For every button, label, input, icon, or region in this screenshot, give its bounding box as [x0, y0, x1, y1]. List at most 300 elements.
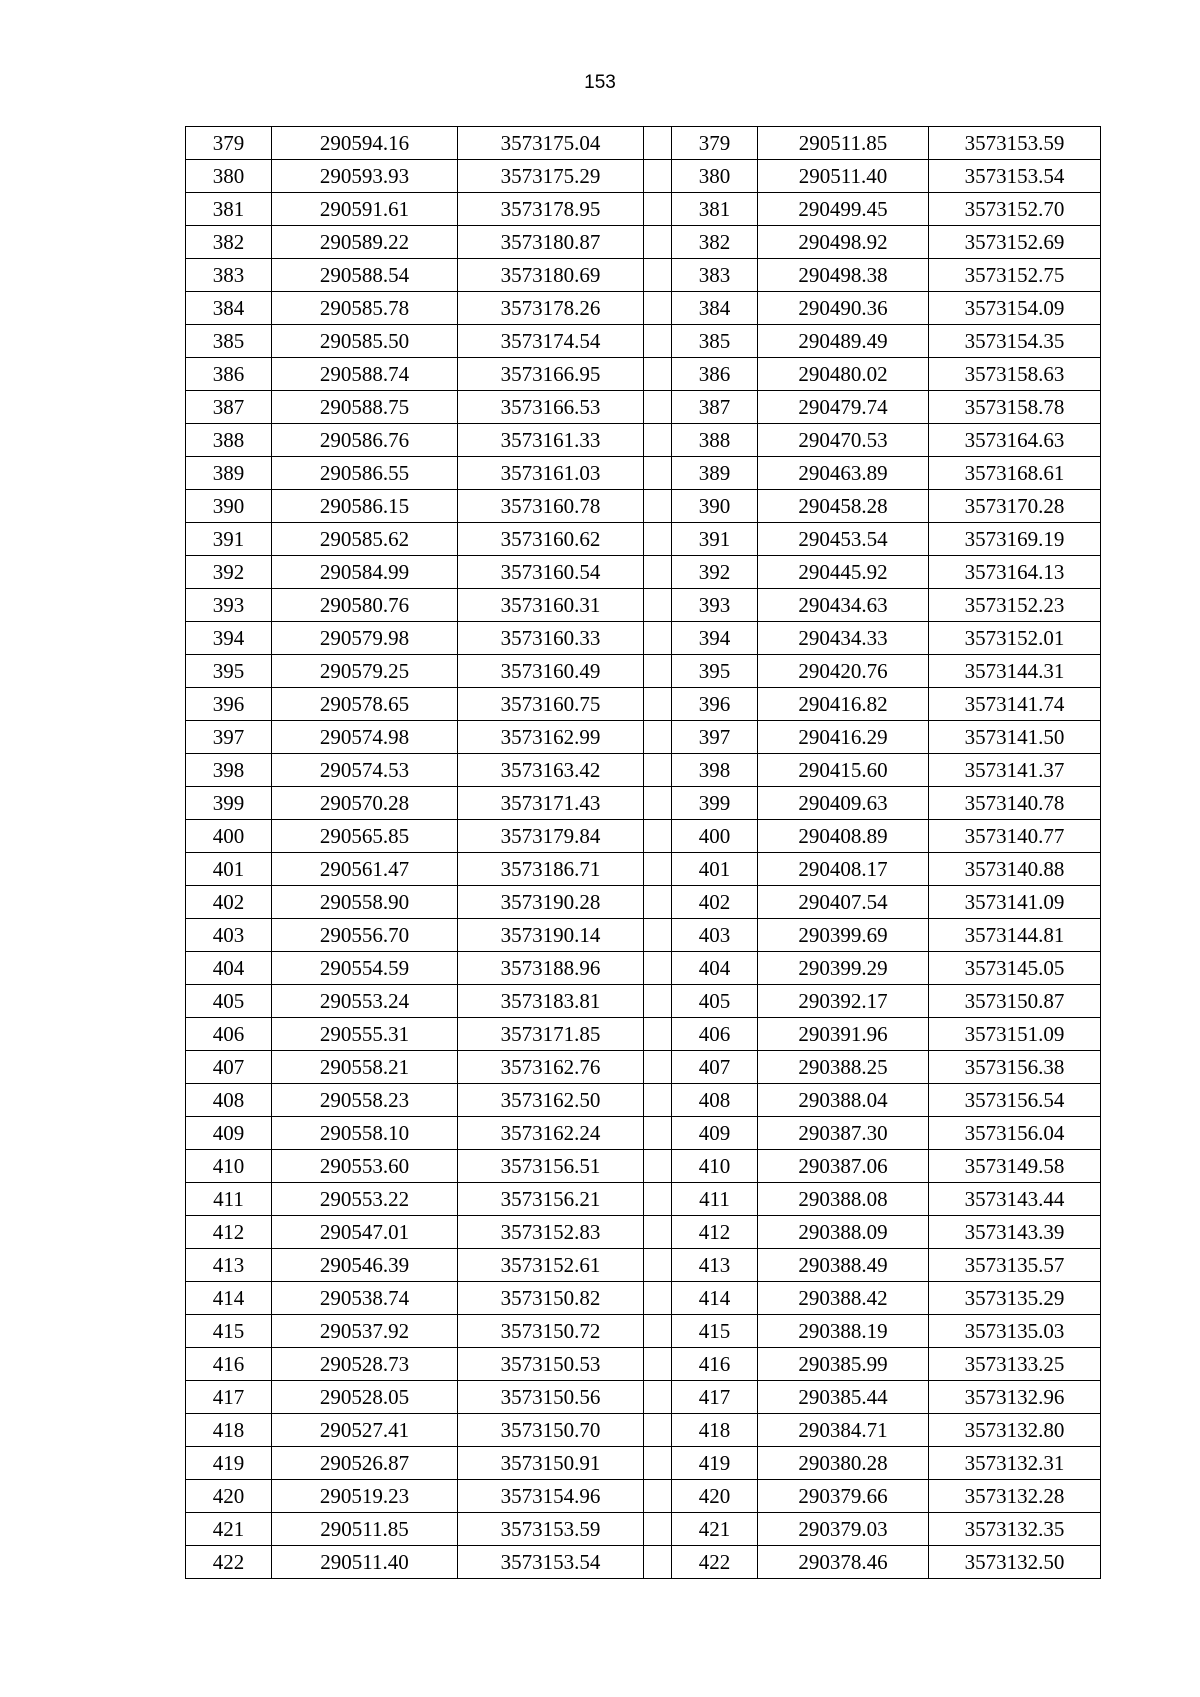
- right-point-number-cell: 392: [672, 556, 758, 589]
- left-x-coordinate-cell: 290586.76: [272, 424, 458, 457]
- table-row: [186, 1381, 1101, 1414]
- left-y-coordinate-cell: 3573160.49: [458, 655, 644, 688]
- left-point-number-cell: 385: [186, 325, 272, 358]
- left-point-number-cell: 386: [186, 358, 272, 391]
- left-y-coordinate-cell: 3573178.95: [458, 193, 644, 226]
- left-x-coordinate-cell: 290556.70: [272, 919, 458, 952]
- separator-cell: [644, 1084, 672, 1117]
- right-y-coordinate-cell: 3573170.28: [929, 490, 1101, 523]
- left-point-number-cell: 387: [186, 391, 272, 424]
- left-x-coordinate-cell: 290558.90: [272, 886, 458, 919]
- right-point-number-cell: 412: [672, 1216, 758, 1249]
- right-y-coordinate-cell: 3573152.70: [929, 193, 1101, 226]
- left-point-number-cell: 384: [186, 292, 272, 325]
- right-point-number-cell: 386: [672, 358, 758, 391]
- left-x-coordinate-cell: 290584.99: [272, 556, 458, 589]
- separator-cell: [644, 1018, 672, 1051]
- left-y-coordinate-cell: 3573161.33: [458, 424, 644, 457]
- right-x-coordinate-cell: 290378.46: [758, 1546, 929, 1579]
- right-x-coordinate-cell: 290408.89: [758, 820, 929, 853]
- separator-cell: [644, 358, 672, 391]
- right-x-coordinate-cell: 290511.40: [758, 160, 929, 193]
- table-row: [186, 1315, 1101, 1348]
- separator-cell: [644, 127, 672, 160]
- right-y-coordinate-cell: 3573151.09: [929, 1018, 1101, 1051]
- table-row: [186, 358, 1101, 391]
- table-row: [186, 1546, 1101, 1579]
- table-row: [186, 1414, 1101, 1447]
- left-point-number-cell: 397: [186, 721, 272, 754]
- separator-cell: [644, 1282, 672, 1315]
- left-point-number-cell: 412: [186, 1216, 272, 1249]
- right-x-coordinate-cell: 290498.38: [758, 259, 929, 292]
- left-x-coordinate-cell: 290558.10: [272, 1117, 458, 1150]
- left-x-coordinate-cell: 290570.28: [272, 787, 458, 820]
- right-y-coordinate-cell: 3573154.09: [929, 292, 1101, 325]
- right-y-coordinate-cell: 3573135.57: [929, 1249, 1101, 1282]
- left-x-coordinate-cell: 290526.87: [272, 1447, 458, 1480]
- separator-cell: [644, 622, 672, 655]
- right-x-coordinate-cell: 290387.06: [758, 1150, 929, 1183]
- table-row: [186, 952, 1101, 985]
- left-y-coordinate-cell: 3573160.54: [458, 556, 644, 589]
- table-row: [186, 1480, 1101, 1513]
- right-y-coordinate-cell: 3573132.28: [929, 1480, 1101, 1513]
- right-x-coordinate-cell: 290388.09: [758, 1216, 929, 1249]
- table-row: [186, 754, 1101, 787]
- separator-cell: [644, 160, 672, 193]
- separator-cell: [644, 919, 672, 952]
- left-y-coordinate-cell: 3573171.85: [458, 1018, 644, 1051]
- left-x-coordinate-cell: 290558.21: [272, 1051, 458, 1084]
- right-point-number-cell: 415: [672, 1315, 758, 1348]
- right-x-coordinate-cell: 290470.53: [758, 424, 929, 457]
- left-y-coordinate-cell: 3573152.83: [458, 1216, 644, 1249]
- right-point-number-cell: 388: [672, 424, 758, 457]
- right-point-number-cell: 396: [672, 688, 758, 721]
- left-point-number-cell: 415: [186, 1315, 272, 1348]
- right-y-coordinate-cell: 3573140.88: [929, 853, 1101, 886]
- right-x-coordinate-cell: 290408.17: [758, 853, 929, 886]
- separator-cell: [644, 589, 672, 622]
- left-point-number-cell: 399: [186, 787, 272, 820]
- right-x-coordinate-cell: 290388.25: [758, 1051, 929, 1084]
- separator-cell: [644, 952, 672, 985]
- left-y-coordinate-cell: 3573150.70: [458, 1414, 644, 1447]
- right-x-coordinate-cell: 290409.63: [758, 787, 929, 820]
- table-row: [186, 1282, 1101, 1315]
- right-x-coordinate-cell: 290416.82: [758, 688, 929, 721]
- separator-cell: [644, 490, 672, 523]
- left-point-number-cell: 382: [186, 226, 272, 259]
- right-point-number-cell: 417: [672, 1381, 758, 1414]
- right-point-number-cell: 410: [672, 1150, 758, 1183]
- table-row: [186, 424, 1101, 457]
- left-point-number-cell: 408: [186, 1084, 272, 1117]
- table-row: [186, 1183, 1101, 1216]
- left-y-coordinate-cell: 3573154.96: [458, 1480, 644, 1513]
- right-y-coordinate-cell: 3573156.54: [929, 1084, 1101, 1117]
- left-point-number-cell: 388: [186, 424, 272, 457]
- right-y-coordinate-cell: 3573152.75: [929, 259, 1101, 292]
- right-y-coordinate-cell: 3573152.69: [929, 226, 1101, 259]
- right-point-number-cell: 399: [672, 787, 758, 820]
- separator-cell: [644, 1546, 672, 1579]
- right-x-coordinate-cell: 290415.60: [758, 754, 929, 787]
- right-point-number-cell: 420: [672, 1480, 758, 1513]
- left-point-number-cell: 409: [186, 1117, 272, 1150]
- right-y-coordinate-cell: 3573132.31: [929, 1447, 1101, 1480]
- separator-cell: [644, 1249, 672, 1282]
- table-row: [186, 292, 1101, 325]
- right-y-coordinate-cell: 3573144.81: [929, 919, 1101, 952]
- left-point-number-cell: 421: [186, 1513, 272, 1546]
- separator-cell: [644, 1117, 672, 1150]
- coordinates-table: [185, 126, 1101, 1579]
- left-point-number-cell: 393: [186, 589, 272, 622]
- right-point-number-cell: 385: [672, 325, 758, 358]
- right-y-coordinate-cell: 3573141.74: [929, 688, 1101, 721]
- left-x-coordinate-cell: 290561.47: [272, 853, 458, 886]
- right-y-coordinate-cell: 3573150.87: [929, 985, 1101, 1018]
- right-point-number-cell: 381: [672, 193, 758, 226]
- right-x-coordinate-cell: 290499.45: [758, 193, 929, 226]
- left-point-number-cell: 391: [186, 523, 272, 556]
- left-y-coordinate-cell: 3573150.82: [458, 1282, 644, 1315]
- separator-cell: [644, 1216, 672, 1249]
- right-y-coordinate-cell: 3573164.63: [929, 424, 1101, 457]
- right-x-coordinate-cell: 290453.54: [758, 523, 929, 556]
- left-x-coordinate-cell: 290591.61: [272, 193, 458, 226]
- separator-cell: [644, 424, 672, 457]
- right-y-coordinate-cell: 3573132.50: [929, 1546, 1101, 1579]
- right-y-coordinate-cell: 3573144.31: [929, 655, 1101, 688]
- separator-cell: [644, 688, 672, 721]
- left-x-coordinate-cell: 290588.74: [272, 358, 458, 391]
- table-row: [186, 1348, 1101, 1381]
- right-y-coordinate-cell: 3573143.39: [929, 1216, 1101, 1249]
- left-x-coordinate-cell: 290586.15: [272, 490, 458, 523]
- left-y-coordinate-cell: 3573190.14: [458, 919, 644, 952]
- left-y-coordinate-cell: 3573156.21: [458, 1183, 644, 1216]
- left-x-coordinate-cell: 290586.55: [272, 457, 458, 490]
- table-row: [186, 1249, 1101, 1282]
- right-y-coordinate-cell: 3573135.03: [929, 1315, 1101, 1348]
- table-row: [186, 259, 1101, 292]
- table-row: [186, 1051, 1101, 1084]
- left-y-coordinate-cell: 3573175.29: [458, 160, 644, 193]
- right-y-coordinate-cell: 3573141.37: [929, 754, 1101, 787]
- right-y-coordinate-cell: 3573141.09: [929, 886, 1101, 919]
- right-y-coordinate-cell: 3573156.38: [929, 1051, 1101, 1084]
- left-point-number-cell: 402: [186, 886, 272, 919]
- right-point-number-cell: 394: [672, 622, 758, 655]
- right-x-coordinate-cell: 290434.63: [758, 589, 929, 622]
- left-point-number-cell: 396: [186, 688, 272, 721]
- right-x-coordinate-cell: 290489.49: [758, 325, 929, 358]
- table-row: [186, 853, 1101, 886]
- right-x-coordinate-cell: 290511.85: [758, 127, 929, 160]
- right-point-number-cell: 414: [672, 1282, 758, 1315]
- left-y-coordinate-cell: 3573150.53: [458, 1348, 644, 1381]
- table-row: [186, 325, 1101, 358]
- right-point-number-cell: 401: [672, 853, 758, 886]
- right-point-number-cell: 397: [672, 721, 758, 754]
- right-x-coordinate-cell: 290391.96: [758, 1018, 929, 1051]
- right-y-coordinate-cell: 3573164.13: [929, 556, 1101, 589]
- separator-cell: [644, 721, 672, 754]
- right-y-coordinate-cell: 3573152.23: [929, 589, 1101, 622]
- left-x-coordinate-cell: 290585.50: [272, 325, 458, 358]
- left-point-number-cell: 395: [186, 655, 272, 688]
- right-point-number-cell: 393: [672, 589, 758, 622]
- left-x-coordinate-cell: 290537.92: [272, 1315, 458, 1348]
- left-y-coordinate-cell: 3573153.54: [458, 1546, 644, 1579]
- left-point-number-cell: 422: [186, 1546, 272, 1579]
- right-point-number-cell: 387: [672, 391, 758, 424]
- right-x-coordinate-cell: 290490.36: [758, 292, 929, 325]
- left-point-number-cell: 400: [186, 820, 272, 853]
- right-point-number-cell: 389: [672, 457, 758, 490]
- right-x-coordinate-cell: 290463.89: [758, 457, 929, 490]
- left-point-number-cell: 379: [186, 127, 272, 160]
- table-row: [186, 391, 1101, 424]
- left-x-coordinate-cell: 290578.65: [272, 688, 458, 721]
- right-x-coordinate-cell: 290399.69: [758, 919, 929, 952]
- left-y-coordinate-cell: 3573156.51: [458, 1150, 644, 1183]
- left-y-coordinate-cell: 3573160.75: [458, 688, 644, 721]
- right-x-coordinate-cell: 290399.29: [758, 952, 929, 985]
- left-y-coordinate-cell: 3573183.81: [458, 985, 644, 1018]
- left-point-number-cell: 420: [186, 1480, 272, 1513]
- right-point-number-cell: 402: [672, 886, 758, 919]
- left-y-coordinate-cell: 3573153.59: [458, 1513, 644, 1546]
- table-row: [186, 1117, 1101, 1150]
- left-x-coordinate-cell: 290588.54: [272, 259, 458, 292]
- right-x-coordinate-cell: 290479.74: [758, 391, 929, 424]
- right-x-coordinate-cell: 290480.02: [758, 358, 929, 391]
- right-y-coordinate-cell: 3573132.80: [929, 1414, 1101, 1447]
- right-y-coordinate-cell: 3573158.63: [929, 358, 1101, 391]
- table-row: [186, 1447, 1101, 1480]
- separator-cell: [644, 556, 672, 589]
- left-y-coordinate-cell: 3573160.31: [458, 589, 644, 622]
- left-point-number-cell: 417: [186, 1381, 272, 1414]
- coordinates-table-body: [186, 127, 1101, 1579]
- separator-cell: [644, 1480, 672, 1513]
- left-y-coordinate-cell: 3573175.04: [458, 127, 644, 160]
- left-x-coordinate-cell: 290554.59: [272, 952, 458, 985]
- separator-cell: [644, 985, 672, 1018]
- left-point-number-cell: 407: [186, 1051, 272, 1084]
- left-point-number-cell: 416: [186, 1348, 272, 1381]
- table-row: [186, 886, 1101, 919]
- table-row: [186, 787, 1101, 820]
- right-point-number-cell: 418: [672, 1414, 758, 1447]
- right-x-coordinate-cell: 290458.28: [758, 490, 929, 523]
- left-x-coordinate-cell: 290528.05: [272, 1381, 458, 1414]
- separator-cell: [644, 292, 672, 325]
- left-x-coordinate-cell: 290553.24: [272, 985, 458, 1018]
- separator-cell: [644, 325, 672, 358]
- right-x-coordinate-cell: 290388.42: [758, 1282, 929, 1315]
- right-x-coordinate-cell: 290384.71: [758, 1414, 929, 1447]
- right-y-coordinate-cell: 3573153.54: [929, 160, 1101, 193]
- left-point-number-cell: 414: [186, 1282, 272, 1315]
- table-row: [186, 226, 1101, 259]
- left-x-coordinate-cell: 290580.76: [272, 589, 458, 622]
- left-point-number-cell: 411: [186, 1183, 272, 1216]
- left-point-number-cell: 401: [186, 853, 272, 886]
- table-row: [186, 1216, 1101, 1249]
- left-point-number-cell: 410: [186, 1150, 272, 1183]
- left-x-coordinate-cell: 290511.85: [272, 1513, 458, 1546]
- left-y-coordinate-cell: 3573160.33: [458, 622, 644, 655]
- right-y-coordinate-cell: 3573149.58: [929, 1150, 1101, 1183]
- table-row: [186, 1150, 1101, 1183]
- left-y-coordinate-cell: 3573180.69: [458, 259, 644, 292]
- right-point-number-cell: 398: [672, 754, 758, 787]
- right-point-number-cell: 419: [672, 1447, 758, 1480]
- left-x-coordinate-cell: 290553.22: [272, 1183, 458, 1216]
- separator-cell: [644, 787, 672, 820]
- right-x-coordinate-cell: 290387.30: [758, 1117, 929, 1150]
- right-point-number-cell: 403: [672, 919, 758, 952]
- left-point-number-cell: 413: [186, 1249, 272, 1282]
- right-point-number-cell: 408: [672, 1084, 758, 1117]
- separator-cell: [644, 457, 672, 490]
- left-y-coordinate-cell: 3573166.53: [458, 391, 644, 424]
- right-x-coordinate-cell: 290434.33: [758, 622, 929, 655]
- left-point-number-cell: 392: [186, 556, 272, 589]
- right-x-coordinate-cell: 290385.99: [758, 1348, 929, 1381]
- right-y-coordinate-cell: 3573133.25: [929, 1348, 1101, 1381]
- right-y-coordinate-cell: 3573169.19: [929, 523, 1101, 556]
- left-y-coordinate-cell: 3573174.54: [458, 325, 644, 358]
- separator-cell: [644, 391, 672, 424]
- right-y-coordinate-cell: 3573158.78: [929, 391, 1101, 424]
- left-x-coordinate-cell: 290538.74: [272, 1282, 458, 1315]
- left-y-coordinate-cell: 3573150.72: [458, 1315, 644, 1348]
- left-y-coordinate-cell: 3573162.24: [458, 1117, 644, 1150]
- left-y-coordinate-cell: 3573150.56: [458, 1381, 644, 1414]
- left-y-coordinate-cell: 3573152.61: [458, 1249, 644, 1282]
- left-y-coordinate-cell: 3573188.96: [458, 952, 644, 985]
- left-point-number-cell: 398: [186, 754, 272, 787]
- left-y-coordinate-cell: 3573178.26: [458, 292, 644, 325]
- right-y-coordinate-cell: 3573156.04: [929, 1117, 1101, 1150]
- right-point-number-cell: 390: [672, 490, 758, 523]
- table-row: [186, 457, 1101, 490]
- right-y-coordinate-cell: 3573154.35: [929, 325, 1101, 358]
- left-x-coordinate-cell: 290593.93: [272, 160, 458, 193]
- right-point-number-cell: 406: [672, 1018, 758, 1051]
- table-row: [186, 1018, 1101, 1051]
- left-x-coordinate-cell: 290528.73: [272, 1348, 458, 1381]
- table-row: [186, 1513, 1101, 1546]
- left-x-coordinate-cell: 290546.39: [272, 1249, 458, 1282]
- right-x-coordinate-cell: 290379.66: [758, 1480, 929, 1513]
- right-point-number-cell: 383: [672, 259, 758, 292]
- right-x-coordinate-cell: 290498.92: [758, 226, 929, 259]
- separator-cell: [644, 754, 672, 787]
- right-x-coordinate-cell: 290379.03: [758, 1513, 929, 1546]
- right-y-coordinate-cell: 3573135.29: [929, 1282, 1101, 1315]
- left-x-coordinate-cell: 290594.16: [272, 127, 458, 160]
- left-point-number-cell: 383: [186, 259, 272, 292]
- left-x-coordinate-cell: 290511.40: [272, 1546, 458, 1579]
- left-y-coordinate-cell: 3573180.87: [458, 226, 644, 259]
- left-point-number-cell: 406: [186, 1018, 272, 1051]
- table-row: [186, 820, 1101, 853]
- left-y-coordinate-cell: 3573162.50: [458, 1084, 644, 1117]
- right-x-coordinate-cell: 290385.44: [758, 1381, 929, 1414]
- left-x-coordinate-cell: 290589.22: [272, 226, 458, 259]
- separator-cell: [644, 523, 672, 556]
- left-point-number-cell: 381: [186, 193, 272, 226]
- separator-cell: [644, 193, 672, 226]
- right-point-number-cell: 407: [672, 1051, 758, 1084]
- separator-cell: [644, 1414, 672, 1447]
- right-point-number-cell: 384: [672, 292, 758, 325]
- left-x-coordinate-cell: 290588.75: [272, 391, 458, 424]
- table-row: [186, 688, 1101, 721]
- right-point-number-cell: 413: [672, 1249, 758, 1282]
- table-row: [186, 127, 1101, 160]
- right-x-coordinate-cell: 290380.28: [758, 1447, 929, 1480]
- left-y-coordinate-cell: 3573160.78: [458, 490, 644, 523]
- separator-cell: [644, 1447, 672, 1480]
- left-y-coordinate-cell: 3573163.42: [458, 754, 644, 787]
- table-row: [186, 721, 1101, 754]
- right-y-coordinate-cell: 3573132.96: [929, 1381, 1101, 1414]
- table-row: [186, 622, 1101, 655]
- left-y-coordinate-cell: 3573171.43: [458, 787, 644, 820]
- left-point-number-cell: 390: [186, 490, 272, 523]
- left-point-number-cell: 418: [186, 1414, 272, 1447]
- separator-cell: [644, 1183, 672, 1216]
- right-y-coordinate-cell: 3573152.01: [929, 622, 1101, 655]
- right-point-number-cell: 421: [672, 1513, 758, 1546]
- right-y-coordinate-cell: 3573145.05: [929, 952, 1101, 985]
- right-y-coordinate-cell: 3573140.78: [929, 787, 1101, 820]
- left-x-coordinate-cell: 290565.85: [272, 820, 458, 853]
- table-row: [186, 919, 1101, 952]
- table-row: [186, 589, 1101, 622]
- separator-cell: [644, 1381, 672, 1414]
- left-y-coordinate-cell: 3573160.62: [458, 523, 644, 556]
- table-row: [186, 490, 1101, 523]
- right-x-coordinate-cell: 290420.76: [758, 655, 929, 688]
- left-x-coordinate-cell: 290527.41: [272, 1414, 458, 1447]
- separator-cell: [644, 226, 672, 259]
- table-row: [186, 523, 1101, 556]
- right-point-number-cell: 405: [672, 985, 758, 1018]
- right-y-coordinate-cell: 3573140.77: [929, 820, 1101, 853]
- left-y-coordinate-cell: 3573161.03: [458, 457, 644, 490]
- right-x-coordinate-cell: 290388.19: [758, 1315, 929, 1348]
- left-point-number-cell: 394: [186, 622, 272, 655]
- right-point-number-cell: 411: [672, 1183, 758, 1216]
- left-y-coordinate-cell: 3573179.84: [458, 820, 644, 853]
- left-y-coordinate-cell: 3573190.28: [458, 886, 644, 919]
- left-y-coordinate-cell: 3573162.76: [458, 1051, 644, 1084]
- left-x-coordinate-cell: 290585.62: [272, 523, 458, 556]
- separator-cell: [644, 1315, 672, 1348]
- left-y-coordinate-cell: 3573186.71: [458, 853, 644, 886]
- left-point-number-cell: 389: [186, 457, 272, 490]
- left-y-coordinate-cell: 3573162.99: [458, 721, 644, 754]
